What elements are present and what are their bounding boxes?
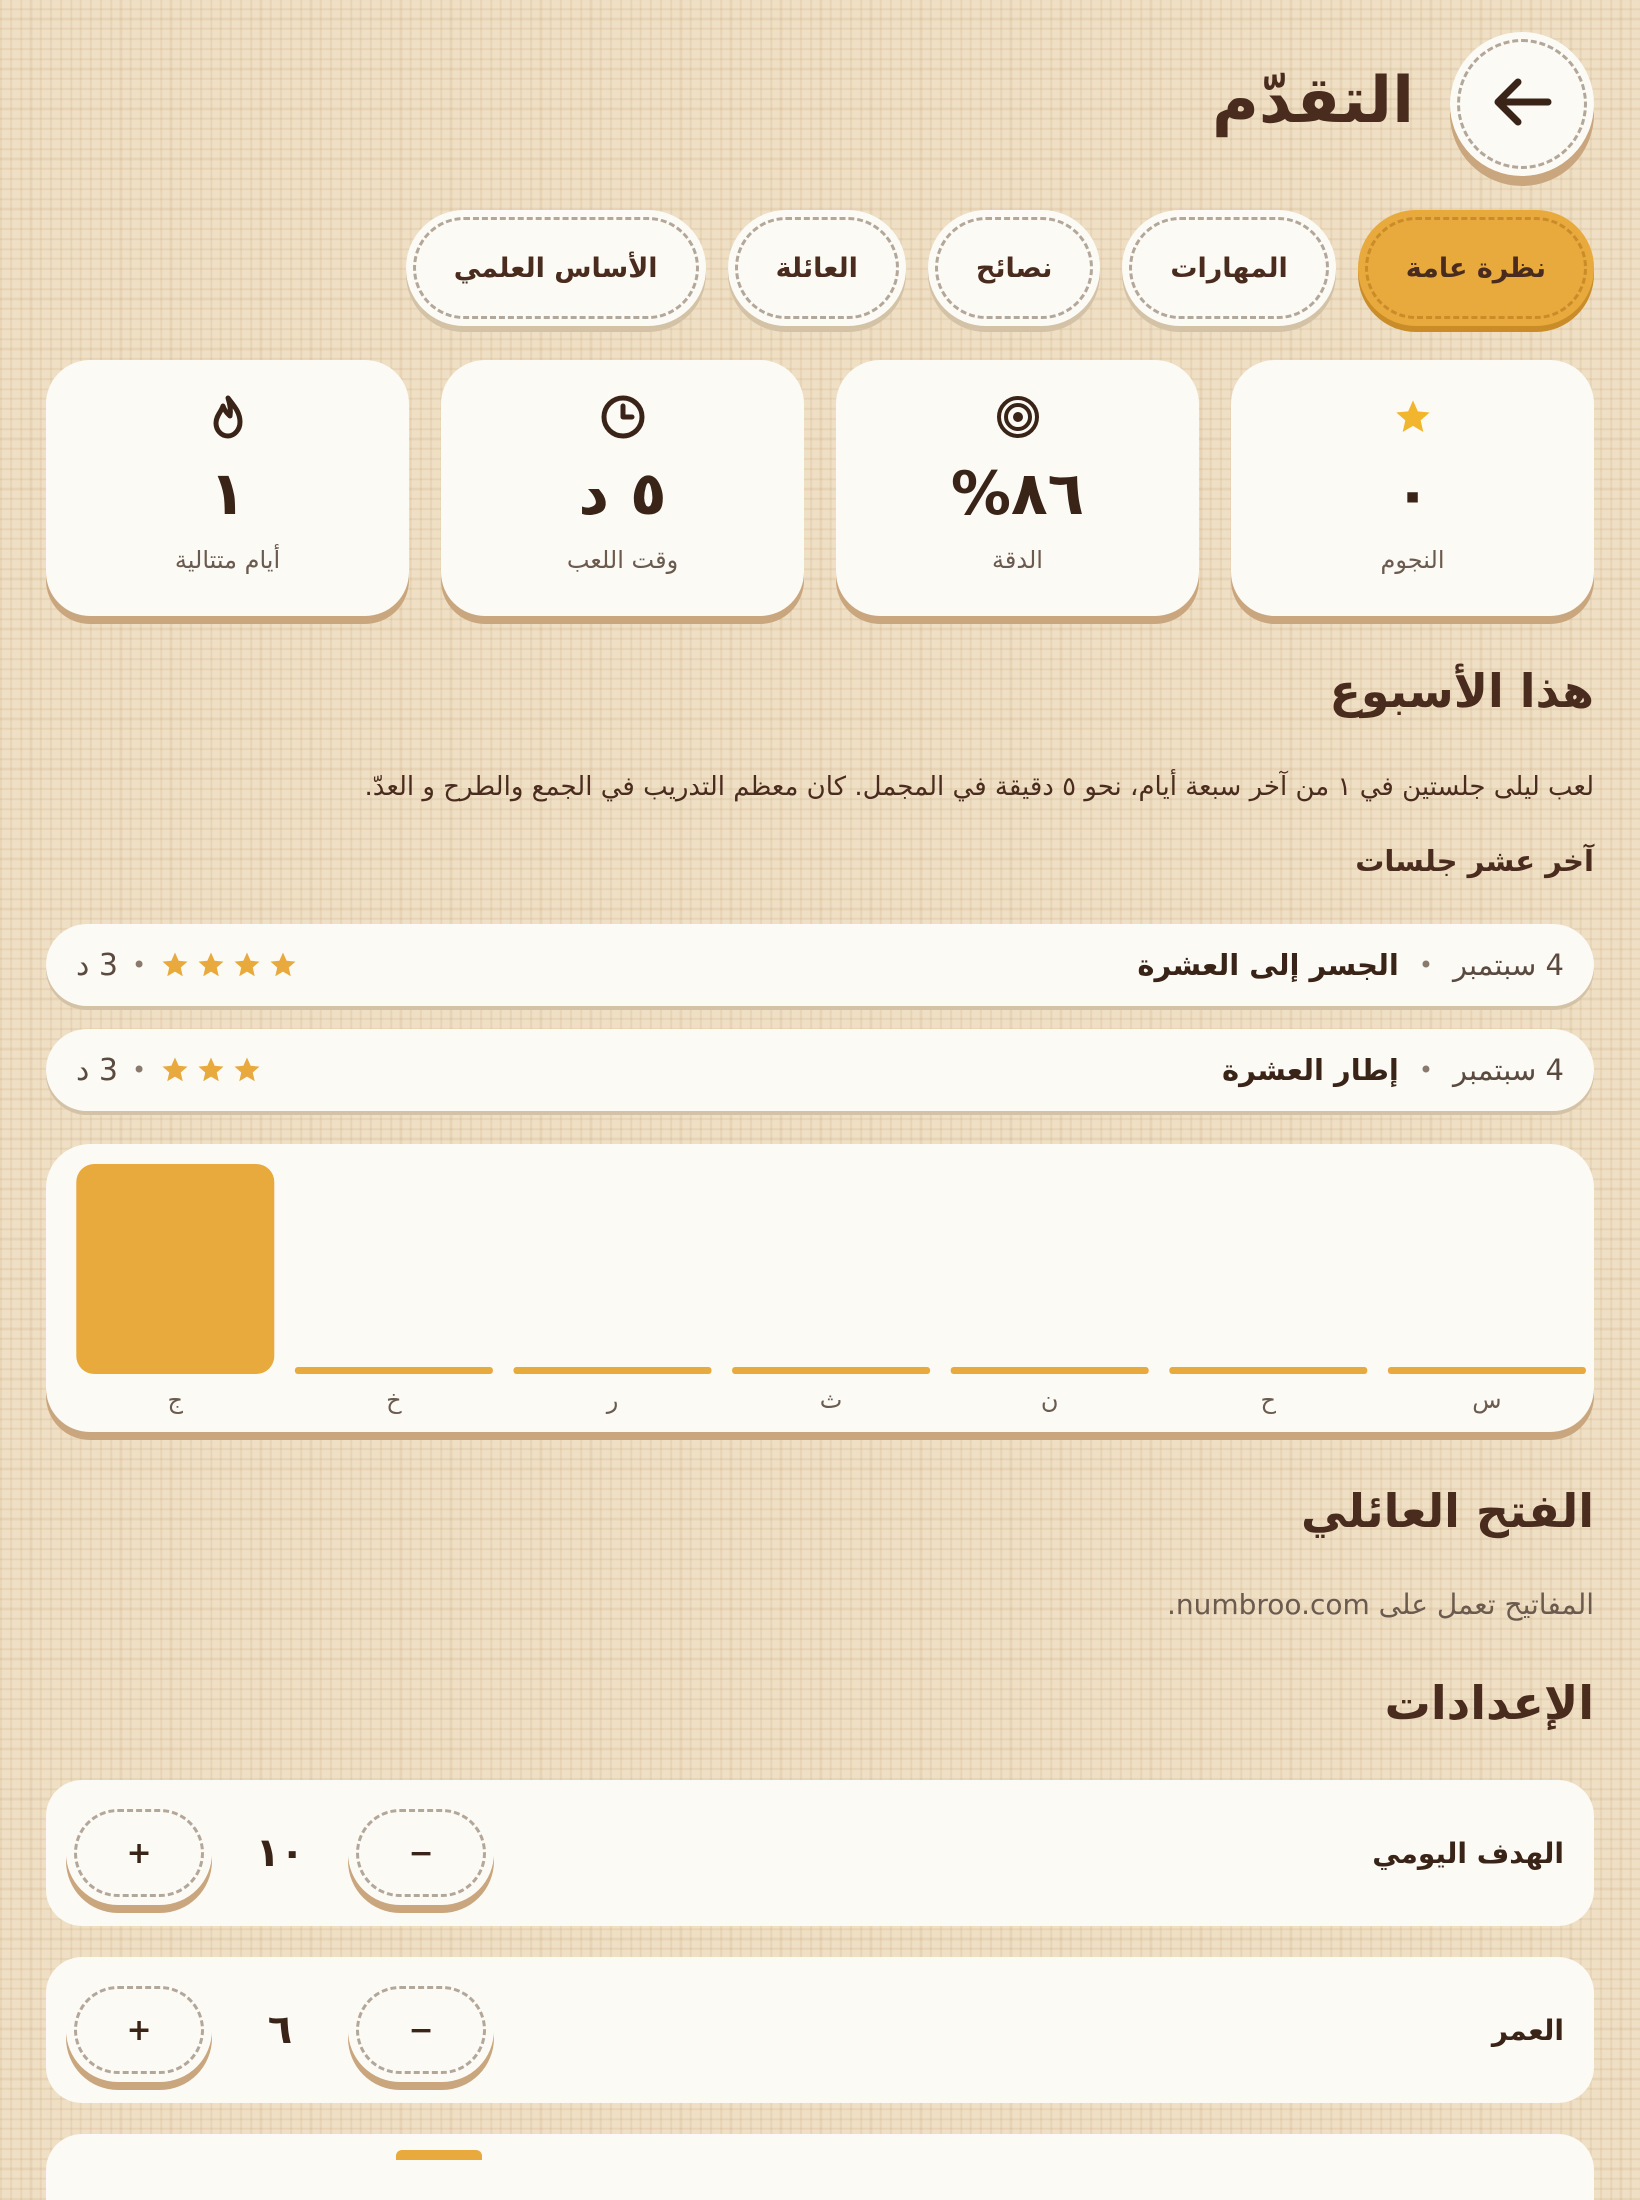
- setting-daily-goal: [46, 1780, 1594, 1926]
- session-stars: [160, 950, 298, 980]
- chart-tick-label: ن: [1040, 1386, 1059, 1414]
- setting-value: ١٠: [255, 1830, 305, 1876]
- tab-science[interactable]: [406, 210, 706, 326]
- star-icon: [1393, 392, 1433, 442]
- plus-icon: +: [74, 1809, 204, 1897]
- stepper: [66, 1801, 494, 1905]
- chart-tick-label: ج: [167, 1386, 184, 1414]
- separator-dot: •: [1418, 951, 1433, 979]
- stat-value: ٠: [1394, 459, 1431, 529]
- decrement-button[interactable]: [348, 1801, 494, 1905]
- tab-family-label: العائلة: [735, 217, 899, 319]
- tab-bar: [406, 210, 1594, 326]
- family-note: المفاتيح تعمل على numbroo.com.: [1166, 1588, 1594, 1621]
- chart-tick-label: س: [1472, 1386, 1502, 1414]
- stat-card-stars: [1231, 360, 1594, 616]
- setting-label: الهدف اليومي: [1372, 1836, 1564, 1870]
- clock-icon: [600, 392, 646, 442]
- stat-label: الدقة: [992, 546, 1043, 574]
- session-row[interactable]: [46, 924, 1594, 1006]
- session-stars: [160, 1055, 262, 1085]
- stat-card-streak: [46, 360, 409, 616]
- stat-value: ١: [209, 459, 246, 529]
- chart-bar: [1388, 1367, 1586, 1374]
- chart-bar: [514, 1367, 712, 1374]
- tab-tips-label: نصائح: [935, 217, 1093, 319]
- tab-skills[interactable]: [1122, 210, 1335, 326]
- stat-label: النجوم: [1380, 546, 1445, 574]
- star-icon: [160, 950, 190, 980]
- session-duration: 3 د: [76, 1052, 118, 1088]
- arrow-left-icon: [1490, 74, 1554, 134]
- tab-tips[interactable]: [928, 210, 1100, 326]
- session-name: إطار العشرة: [1222, 1053, 1399, 1087]
- setting-age: [46, 1957, 1594, 2103]
- separator-dot: •: [1418, 1056, 1433, 1084]
- minus-icon: −: [356, 1986, 486, 2074]
- week-heading: هذا الأسبوع: [1329, 664, 1594, 718]
- setting-card-partial: [46, 2134, 1594, 2200]
- chart-tick-label: خ: [386, 1386, 402, 1414]
- chart-bar: [951, 1367, 1149, 1374]
- stat-label: وقت اللعب: [566, 546, 679, 574]
- stats-row: [46, 360, 1594, 616]
- session-meta: [76, 948, 298, 983]
- star-icon: [232, 950, 262, 980]
- stepper: [66, 1978, 494, 2082]
- chart-tick-label: ر: [606, 1386, 619, 1414]
- separator-dot: •: [132, 1056, 147, 1084]
- progress-page: [46, 0, 1594, 2200]
- star-icon: [196, 950, 226, 980]
- increment-button[interactable]: [66, 1801, 212, 1905]
- stat-label: أيام متتالية: [174, 546, 281, 574]
- stat-card-playtime: [441, 360, 804, 616]
- session-meta: [76, 1053, 262, 1088]
- star-icon: [268, 950, 298, 980]
- weekly-chart: [46, 1144, 1594, 1432]
- family-heading: الفتح العائلي: [1301, 1484, 1594, 1538]
- setting-label: العمر: [1491, 2013, 1564, 2047]
- week-summary: لعب ليلى جلستين في ١ من آخر سبعة أيام، نحو ٥ دقيقة في المجمل. كان معظم التدريب في الجمع والطرح و العدّ.: [364, 772, 1594, 802]
- back-button-ring: [1457, 39, 1587, 169]
- star-icon: [160, 1055, 190, 1085]
- chart-bar: [295, 1367, 493, 1374]
- session-date: 4 سبتمبر: [1453, 948, 1564, 982]
- separator-dot: •: [132, 951, 147, 979]
- tab-overview-label: نظرة عامة: [1365, 217, 1587, 319]
- tab-overview[interactable]: [1358, 210, 1594, 326]
- stat-value: ٥ د: [578, 459, 667, 529]
- flame-icon: [208, 392, 248, 442]
- setting-value: ٦: [267, 2007, 293, 2053]
- toggle-peek: [396, 2150, 482, 2160]
- chart-bar: [1169, 1367, 1367, 1374]
- tab-skills-label: المهارات: [1129, 217, 1328, 319]
- star-icon: [196, 1055, 226, 1085]
- tab-family[interactable]: [728, 210, 906, 326]
- chart-bar: [732, 1367, 930, 1374]
- session-duration: 3 د: [76, 947, 118, 983]
- chart-tick-label: ث: [819, 1386, 843, 1414]
- session-name: الجسر إلى العشرة: [1137, 948, 1399, 982]
- settings-heading: الإعدادات: [1384, 1676, 1594, 1730]
- decrement-button[interactable]: [348, 1978, 494, 2082]
- tab-science-label: الأساس العلمي: [413, 217, 699, 319]
- chart-bar: [76, 1164, 274, 1374]
- back-button[interactable]: [1450, 32, 1594, 176]
- sessions-heading: آخر عشر جلسات: [1355, 844, 1594, 878]
- plus-icon: +: [74, 1986, 204, 2074]
- chart-tick-label: ح: [1260, 1386, 1277, 1414]
- session-row[interactable]: [46, 1029, 1594, 1111]
- session-date: 4 سبتمبر: [1453, 1053, 1564, 1087]
- stat-card-accuracy: [836, 360, 1199, 616]
- target-icon: [995, 392, 1041, 442]
- increment-button[interactable]: [66, 1978, 212, 2082]
- weekly-chart-svg: [46, 1144, 1594, 1432]
- star-icon: [232, 1055, 262, 1085]
- page-title: التقدّم: [1211, 64, 1414, 138]
- minus-icon: −: [356, 1809, 486, 1897]
- stat-value: ٨٦%: [950, 459, 1085, 529]
